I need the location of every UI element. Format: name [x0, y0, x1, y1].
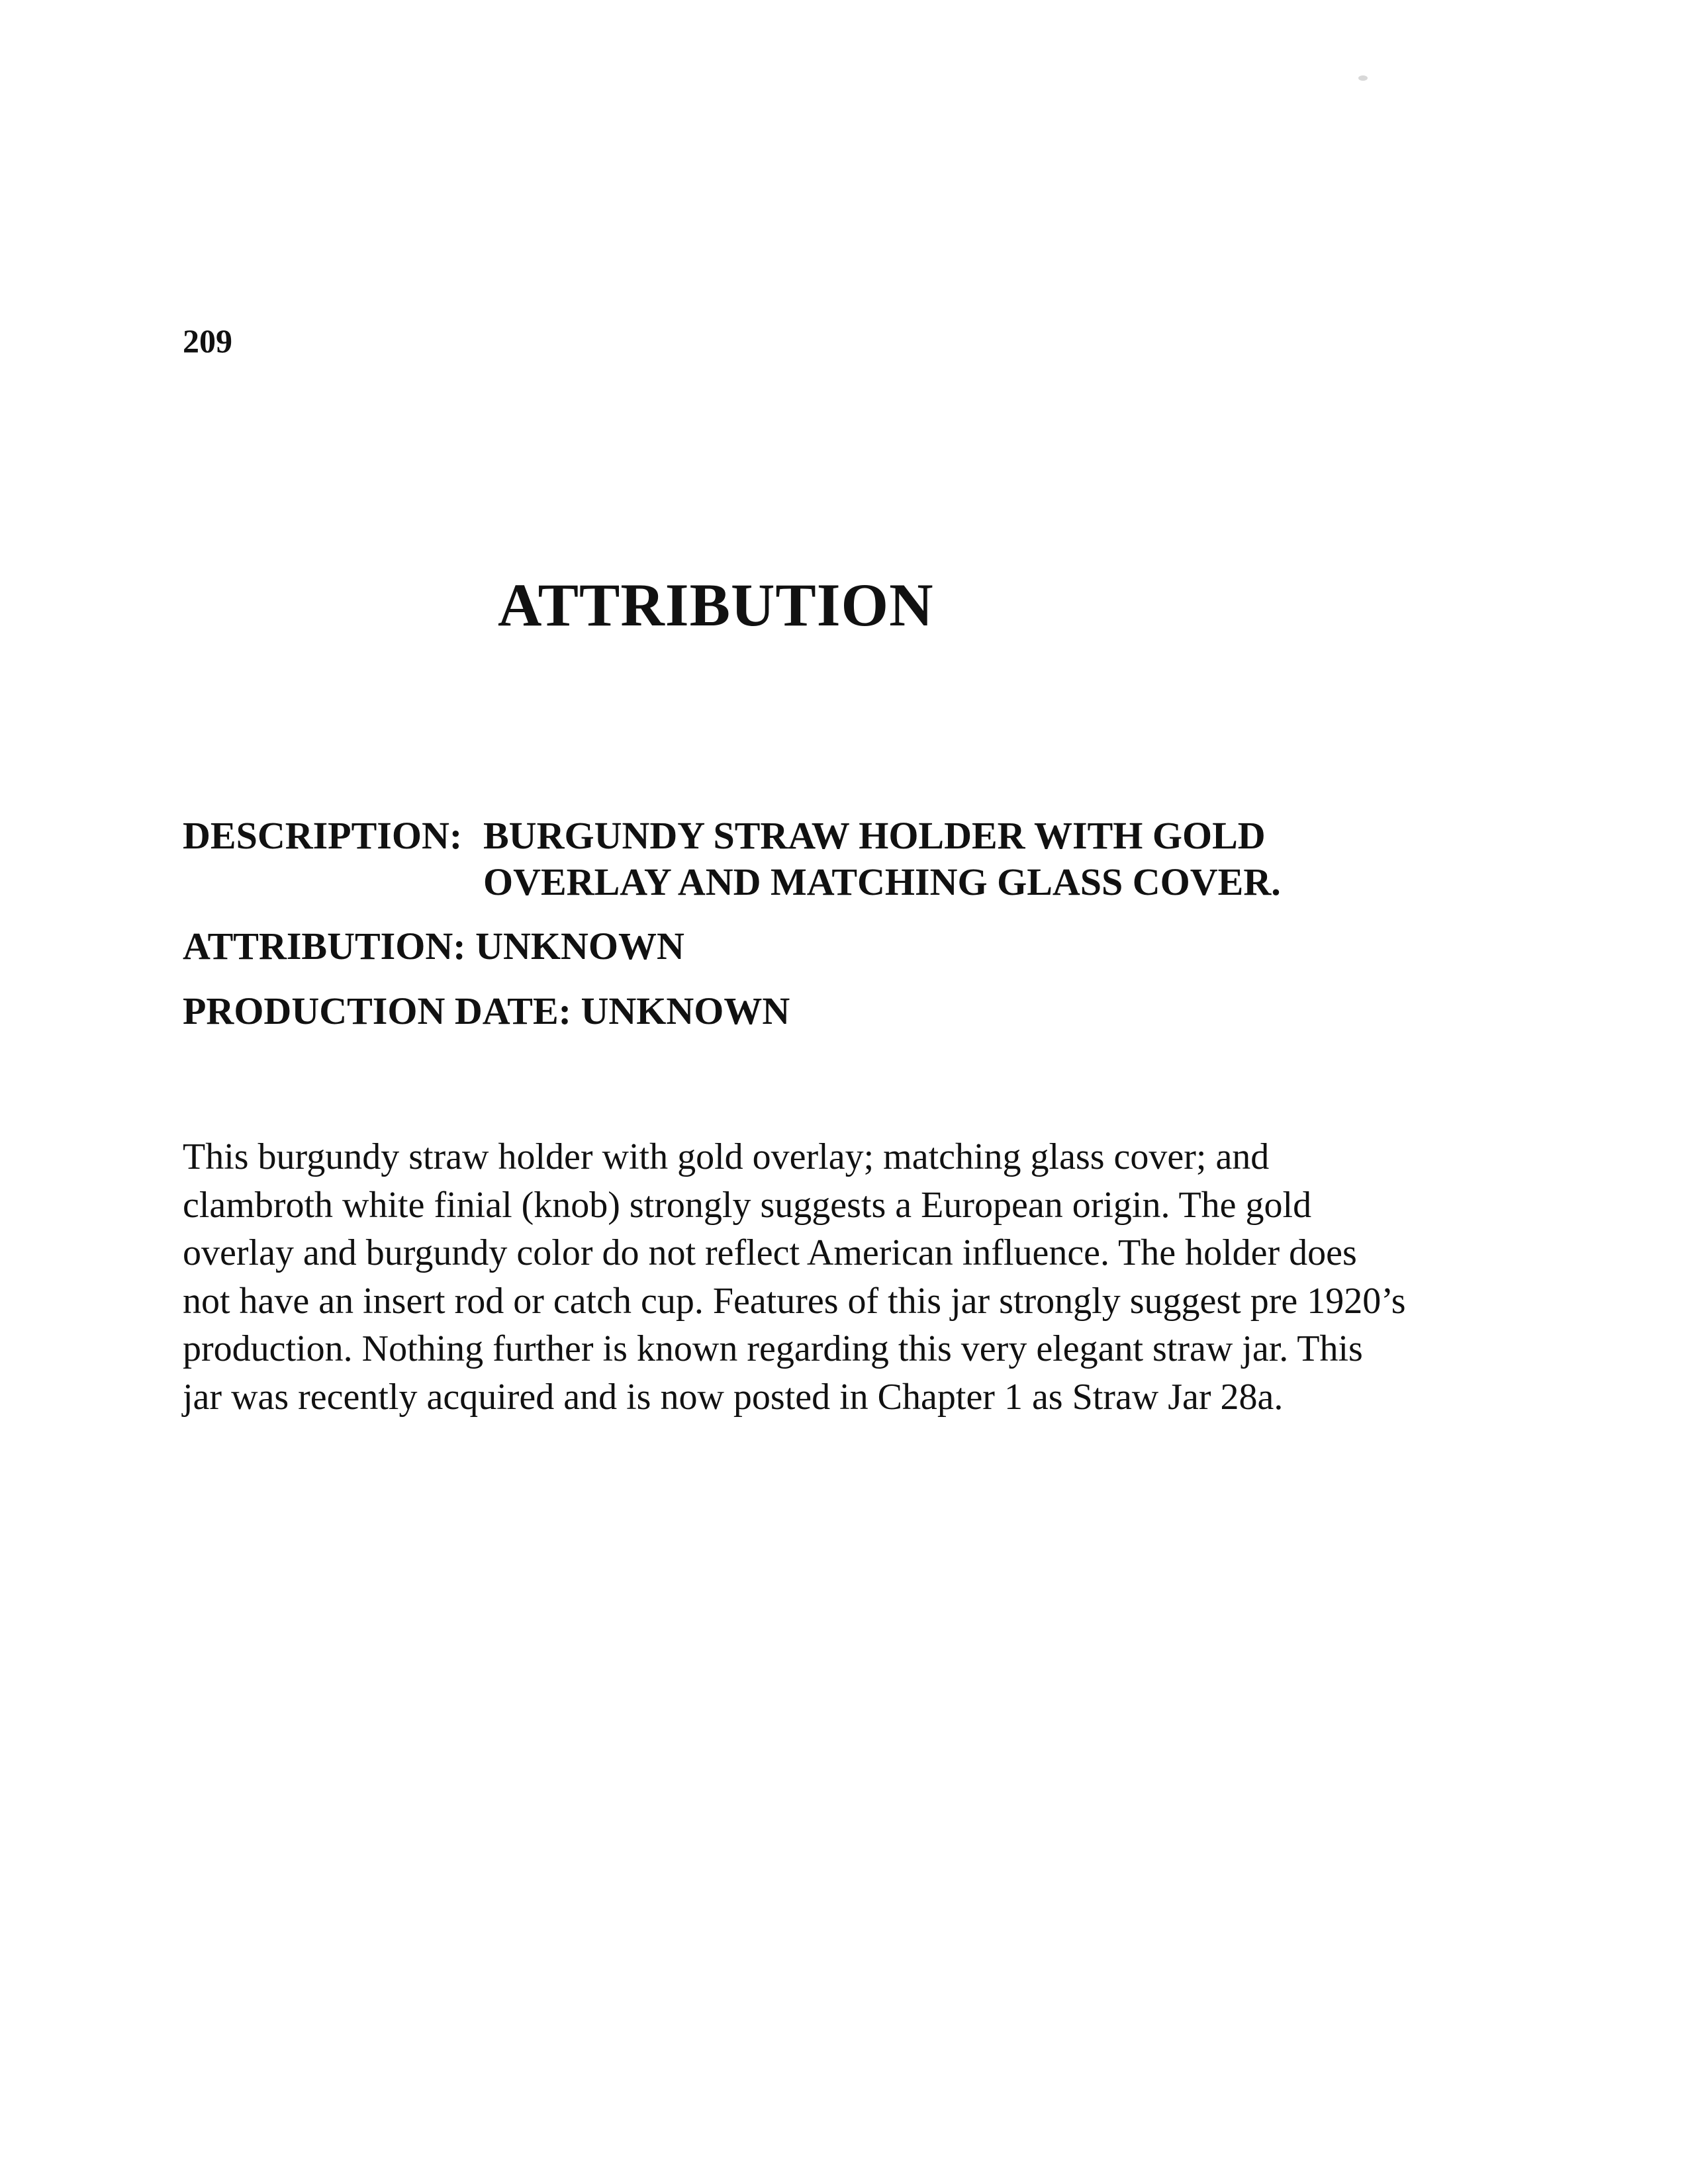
description-value-line2: OVERLAY AND MATCHING GLASS COVER. [483, 860, 1281, 903]
production-date-value: UNKNOWN [581, 989, 790, 1032]
scan-speck [1358, 75, 1368, 81]
description-field [183, 813, 1573, 905]
body-line: clambroth white finial (knob) strongly suggests a European origin. The gold [183, 1184, 1312, 1226]
attribution-fields [183, 813, 1573, 1034]
attribution-value: UNKNOWN [475, 925, 684, 968]
description-label: DESCRIPTION: [183, 814, 463, 857]
page-number: 209 [183, 322, 232, 359]
body-line: jar was recently acquired and is now posted in Chapter 1 as Straw Jar 28a. [183, 1376, 1284, 1418]
description-value-line1: BURGUNDY STRAW HOLDER WITH GOLD [483, 814, 1266, 857]
page-title: ATTRIBUTION [498, 571, 934, 639]
attribution-field [183, 923, 1573, 970]
production-date-label: PRODUCTION DATE: [183, 989, 571, 1032]
body-line: not have an insert rod or catch cup. Features of this jar strongly suggest pre 1920’s [183, 1280, 1406, 1322]
production-date-field [183, 988, 1573, 1034]
body-paragraph [183, 1133, 1507, 1421]
body-line: This burgundy straw holder with gold overlay; matching glass cover; and [183, 1136, 1270, 1177]
attribution-label: ATTRIBUTION: [183, 925, 466, 968]
body-line: overlay and burgundy color do not reflect American influence. The holder does [183, 1232, 1357, 1273]
body-line: production. Nothing further is known regarding this very elegant straw jar. This [183, 1328, 1363, 1369]
